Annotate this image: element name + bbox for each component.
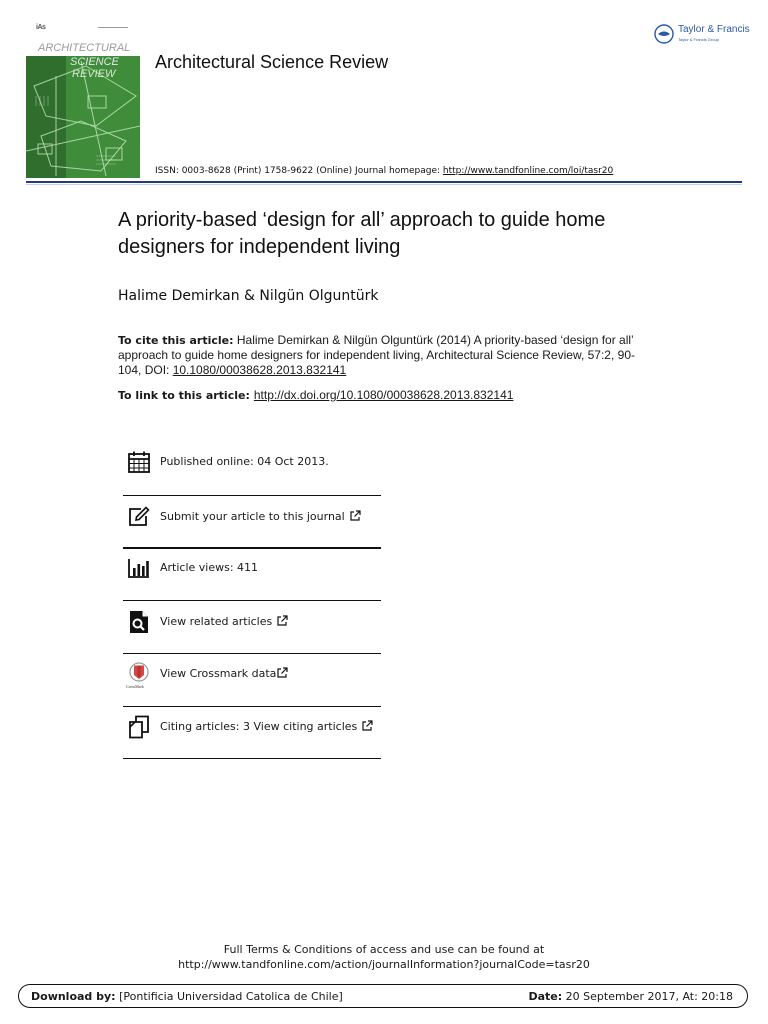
cover-title-word: ARCHITECTURAL — [38, 42, 131, 54]
download-institution: [Pontificia Universidad Catolica de Chile] — [115, 990, 343, 1003]
terms-notice — [0, 942, 768, 972]
related-articles-label: View related articles — [160, 615, 273, 628]
journal-cover — [26, 22, 140, 178]
cite-text: Halime Demirkan & Nilgün Olguntürk (2014) A priority-based ‘design for all’ approach to guide home designers for independent living, Architectural Science Review, 57:2, 90-104, DOI: — [118, 333, 635, 377]
journal-title: Architectural Science Review — [155, 52, 389, 72]
submit-article-link[interactable] — [160, 510, 361, 523]
citing-articles-label: Citing articles: 3 View citing articles — [160, 720, 358, 733]
divider — [123, 758, 381, 759]
external-link-icon — [277, 667, 288, 678]
citing-articles-link[interactable] — [160, 720, 373, 733]
external-link-icon — [362, 720, 373, 731]
cover-line — [98, 27, 128, 28]
header-rule-light — [26, 184, 742, 185]
publisher-name: Taylor & Francis — [678, 24, 750, 35]
publisher-subname: Taylor & Francis Group — [678, 37, 719, 42]
document-search-icon — [127, 610, 151, 634]
link-label: To link to this article: — [118, 389, 250, 402]
date-value: 20 September 2017, At: 20:18 — [562, 990, 733, 1003]
submit-article-row[interactable] — [123, 505, 381, 557]
download-date — [529, 990, 734, 1003]
article-title: A priority-based ‘design for all’ approach to guide home designers for independent living — [118, 209, 606, 258]
terms-url[interactable]: http://www.tandfonline.com/action/journalInformation?journalCode=tasr20 — [178, 958, 590, 971]
issn-line — [155, 166, 613, 176]
edit-icon — [127, 505, 151, 529]
external-link-icon — [277, 615, 288, 626]
download-info-bar — [18, 984, 748, 1008]
citing-articles-icon — [127, 715, 151, 739]
issn-text: ISSN: 0003-8628 (Print) 1758-9622 (Online) Journal homepage: — [155, 166, 443, 176]
bar-chart-icon — [127, 556, 151, 580]
published-online-label: Published online: 04 Oct 2013. — [160, 455, 329, 468]
article-authors: Halime Demirkan & Nilgün Olguntürk — [118, 288, 379, 304]
citation — [118, 333, 658, 378]
related-articles-row[interactable] — [123, 610, 381, 662]
divider — [123, 706, 381, 707]
terms-line: Full Terms & Conditions of access and use can be found at — [223, 943, 545, 956]
taylor-francis-icon — [654, 24, 674, 44]
download-label: Download by: — [31, 990, 116, 1003]
calendar-icon — [127, 450, 151, 474]
divider — [123, 653, 381, 654]
crossmark-icon — [127, 662, 151, 686]
article-views-label: Article views: 411 — [160, 561, 259, 574]
doi-link[interactable]: 10.1080/00038628.2013.832141 — [172, 363, 347, 377]
related-articles-link[interactable] — [160, 615, 288, 628]
external-link-icon — [350, 510, 361, 521]
submit-article-label: Submit your article to this journal — [160, 510, 345, 523]
cover-mark: iAs — [36, 24, 46, 31]
publisher-logo — [654, 22, 754, 48]
article-link-line — [118, 388, 513, 402]
citing-articles-row[interactable] — [123, 715, 381, 767]
divider — [123, 547, 381, 549]
download-by — [31, 990, 343, 1003]
crossmark-logo-text: CrossMark — [126, 684, 144, 689]
cover-title-word: SCIENCE — [70, 56, 119, 68]
divider — [123, 600, 381, 601]
header-rule — [26, 181, 742, 183]
crossmark-link[interactable] — [160, 667, 288, 680]
cite-label: To cite this article: — [118, 334, 234, 347]
crossmark-label: View Crossmark data — [160, 667, 277, 680]
cover-title-word: REVIEW — [72, 68, 116, 80]
journal-homepage-link[interactable]: http://www.tandfonline.com/loi/tasr20 — [442, 166, 614, 176]
divider — [123, 495, 381, 496]
date-label: Date: — [528, 990, 563, 1003]
article-doi-url[interactable]: http://dx.doi.org/10.1080/00038628.2013.832141 — [253, 388, 514, 402]
